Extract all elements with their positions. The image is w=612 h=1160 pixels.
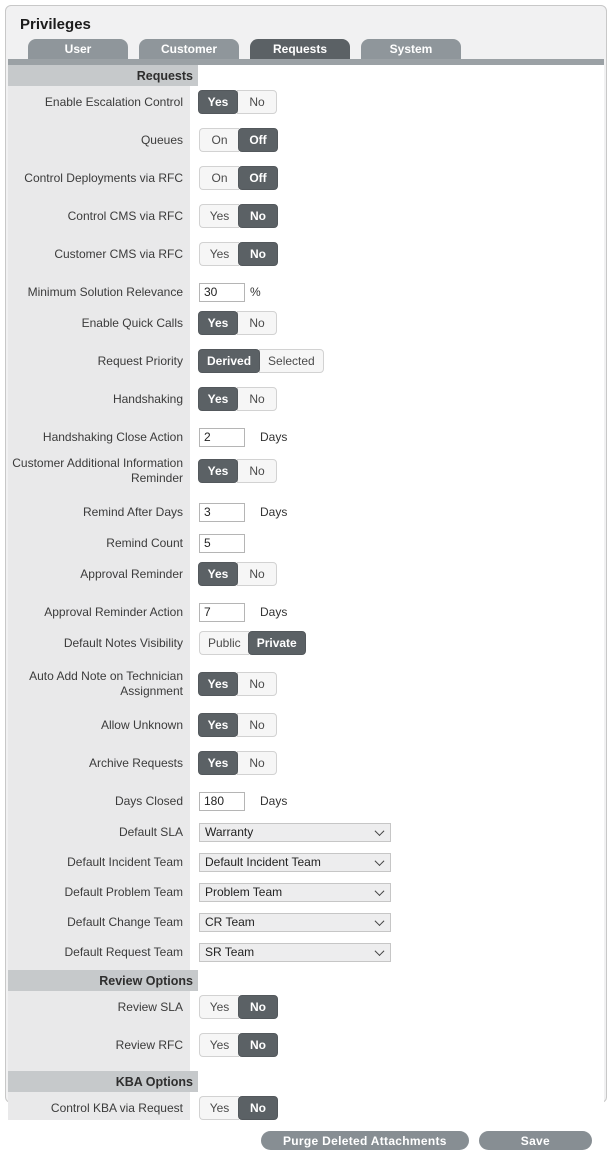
select-value: CR Team xyxy=(205,915,255,929)
toggle-handshaking xyxy=(199,387,277,411)
setting-value xyxy=(190,713,277,737)
toggle-queues xyxy=(199,128,277,152)
toggle-enable-escalation-control xyxy=(199,90,277,114)
setting-label: Default Incident Team xyxy=(67,854,183,869)
purge-deleted-attachments-button[interactable]: Purge Deleted Attachments xyxy=(261,1131,469,1150)
setting-label: Control Deployments via RFC xyxy=(24,170,183,185)
settings-content xyxy=(8,65,604,1160)
tab-bar xyxy=(28,39,606,59)
setting-value xyxy=(190,503,287,522)
toggle-option-yes[interactable]: Yes xyxy=(199,1096,239,1120)
setting-value xyxy=(190,562,277,586)
setting-label: Default Request Team xyxy=(64,944,183,959)
toggle-default-notes-visibility xyxy=(199,631,305,655)
setting-label: Review SLA xyxy=(117,999,183,1014)
toggle-option-no[interactable]: No xyxy=(237,90,277,114)
toggle-option-no[interactable]: No xyxy=(238,1033,278,1057)
setting-label: Handshaking Close Action xyxy=(42,429,183,444)
default-change-team-select[interactable] xyxy=(199,913,391,932)
unit-label: Days xyxy=(260,505,288,519)
row-control-kba-via-request xyxy=(8,1096,604,1120)
toggle-archive-requests xyxy=(199,751,277,775)
handshaking-close-action-input[interactable] xyxy=(199,428,245,447)
select-value: Default Incident Team xyxy=(205,855,321,869)
default-request-team-select[interactable] xyxy=(199,943,391,962)
toggle-option-yes[interactable]: Yes xyxy=(198,751,238,775)
setting-value xyxy=(190,349,324,373)
setting-label: Enable Quick Calls xyxy=(81,315,183,330)
setting-value xyxy=(190,534,245,553)
setting-value xyxy=(190,913,391,932)
chevron-down-icon xyxy=(375,916,385,926)
toggle-control-kba-via-request xyxy=(199,1096,277,1120)
section-header-label: Review Options xyxy=(99,973,193,988)
unit-label: % xyxy=(250,285,261,299)
toggle-option-off[interactable]: Off xyxy=(238,128,278,152)
unit-label: Days xyxy=(260,430,288,444)
setting-label: Remind Count xyxy=(106,535,183,550)
row-default-incident-team xyxy=(8,850,604,874)
row-customer-cms-via-rfc xyxy=(8,242,604,266)
toggle-option-no[interactable]: No xyxy=(237,672,277,696)
setting-value xyxy=(190,459,277,483)
toggle-option-no[interactable]: No xyxy=(237,387,277,411)
row-review-sla xyxy=(8,995,604,1019)
row-handshaking xyxy=(8,387,604,411)
setting-label: Default Change Team xyxy=(67,914,183,929)
default-sla-select[interactable] xyxy=(199,823,391,842)
setting-value xyxy=(190,387,277,411)
row-auto-add-note-on-technician-assignment xyxy=(8,669,604,699)
toggle-control-cms-via-rfc xyxy=(199,204,277,228)
footer-actions xyxy=(8,1120,604,1160)
days-closed-input[interactable] xyxy=(199,792,245,811)
row-approval-reminder-action xyxy=(8,600,604,624)
toggle-customer-additional-information-reminder xyxy=(199,459,277,483)
toggle-option-on[interactable]: On xyxy=(199,166,239,190)
row-default-problem-team xyxy=(8,880,604,904)
remind-after-days-input[interactable] xyxy=(199,503,245,522)
setting-label: Request Priority xyxy=(97,353,183,368)
toggle-request-priority xyxy=(199,349,324,373)
minimum-solution-relevance-input[interactable] xyxy=(199,283,245,302)
toggle-option-on[interactable]: On xyxy=(199,128,239,152)
toggle-option-no[interactable]: No xyxy=(237,459,277,483)
approval-reminder-action-input[interactable] xyxy=(199,603,245,622)
row-control-cms-via-rfc xyxy=(8,204,604,228)
row-remind-count xyxy=(8,531,604,555)
tab-user[interactable]: User xyxy=(28,39,128,59)
toggle-option-no[interactable]: No xyxy=(238,995,278,1019)
row-approval-reminder xyxy=(8,562,604,586)
page-title: Privileges xyxy=(20,16,91,33)
section-header-label: Requests xyxy=(136,68,193,83)
row-default-notes-visibility xyxy=(8,631,604,655)
toggle-option-no[interactable]: No xyxy=(237,713,277,737)
setting-value xyxy=(190,166,277,190)
chevron-down-icon xyxy=(375,856,385,866)
setting-value xyxy=(190,995,277,1019)
row-handshaking-close-action xyxy=(8,425,604,449)
setting-label: Enable Escalation Control xyxy=(44,94,183,109)
section-header-label: KBA Options xyxy=(115,1074,193,1089)
setting-value xyxy=(190,1033,277,1057)
chevron-down-icon xyxy=(375,826,385,836)
row-queues xyxy=(8,128,604,152)
setting-value xyxy=(190,311,277,335)
setting-label: Archive Requests xyxy=(88,755,183,770)
select-value: Problem Team xyxy=(205,885,283,899)
setting-label: Days Closed xyxy=(114,793,183,808)
row-customer-additional-information-reminder xyxy=(8,456,604,486)
toggle-review-rfc xyxy=(199,1033,277,1057)
setting-label: Customer CMS via RFC xyxy=(54,246,183,261)
toggle-option-yes[interactable]: Yes xyxy=(199,995,239,1019)
toggle-option-yes[interactable]: Yes xyxy=(198,311,238,335)
toggle-option-yes[interactable]: Yes xyxy=(198,459,238,483)
row-enable-escalation-control xyxy=(8,90,604,114)
tab-requests[interactable]: Requests xyxy=(250,39,350,59)
toggle-option-no[interactable]: No xyxy=(237,562,277,586)
default-problem-team-select[interactable] xyxy=(199,883,391,902)
toggle-enable-quick-calls xyxy=(199,311,277,335)
toggle-option-off[interactable]: Off xyxy=(238,166,278,190)
toggle-option-yes[interactable]: Yes xyxy=(199,242,239,266)
toggle-option-private[interactable]: Private xyxy=(248,631,306,655)
toggle-allow-unknown xyxy=(199,713,277,737)
setting-label: Remind After Days xyxy=(82,504,183,519)
setting-label: Default Notes Visibility xyxy=(63,635,183,650)
setting-value xyxy=(190,631,305,655)
toggle-option-yes[interactable]: Yes xyxy=(198,713,238,737)
setting-value xyxy=(190,672,277,696)
row-default-sla xyxy=(8,820,604,844)
setting-label: Approval Reminder Action xyxy=(44,604,183,619)
setting-label: Minimum Solution Relevance xyxy=(27,284,183,299)
default-incident-team-select[interactable] xyxy=(199,853,391,872)
setting-value xyxy=(190,204,277,228)
row-archive-requests xyxy=(8,751,604,775)
setting-value xyxy=(190,792,287,811)
toggle-review-sla xyxy=(199,995,277,1019)
row-days-closed xyxy=(8,789,604,813)
row-allow-unknown xyxy=(8,713,604,737)
toggle-option-yes[interactable]: Yes xyxy=(198,562,238,586)
row-default-change-team xyxy=(8,910,604,934)
row-enable-quick-calls xyxy=(8,311,604,335)
toggle-option-no[interactable]: No xyxy=(237,751,277,775)
row-control-deployments-via-rfc xyxy=(8,166,604,190)
setting-label: Customer Additional Information Reminder xyxy=(12,456,183,485)
select-value: Warranty xyxy=(205,825,254,839)
privileges-panel xyxy=(5,5,607,1148)
row-remind-after-days xyxy=(8,500,604,524)
tab-system[interactable]: System xyxy=(361,39,461,59)
unit-label: Days xyxy=(260,605,288,619)
settings-rows xyxy=(8,65,604,1120)
toggle-option-selected[interactable]: Selected xyxy=(259,349,324,373)
toggle-option-no[interactable]: No xyxy=(238,242,278,266)
toggle-auto-add-note-on-technician-assignment xyxy=(199,672,277,696)
select-value: SR Team xyxy=(205,945,255,959)
setting-value xyxy=(190,283,261,302)
setting-value xyxy=(190,128,277,152)
setting-label: Default Problem Team xyxy=(64,884,183,899)
setting-label: Review RFC xyxy=(115,1037,183,1052)
setting-value xyxy=(190,1096,277,1120)
toggle-option-public[interactable]: Public xyxy=(199,631,249,655)
chevron-down-icon xyxy=(375,886,385,896)
setting-label: Allow Unknown xyxy=(100,717,183,732)
toggle-option-yes[interactable]: Yes xyxy=(198,90,238,114)
setting-value xyxy=(190,603,287,622)
toggle-option-no[interactable]: No xyxy=(238,204,278,228)
toggle-control-deployments-via-rfc xyxy=(199,166,277,190)
toggle-option-yes[interactable]: Yes xyxy=(198,387,238,411)
toggle-option-no[interactable]: No xyxy=(238,1096,278,1120)
setting-value xyxy=(190,883,391,902)
setting-label: Queues xyxy=(140,132,183,147)
unit-label: Days xyxy=(260,794,288,808)
setting-value xyxy=(190,853,391,872)
setting-label: Approval Reminder xyxy=(80,566,183,581)
toggle-option-derived[interactable]: Derived xyxy=(198,349,260,373)
setting-value xyxy=(190,823,391,842)
setting-label: Control KBA via Request xyxy=(50,1100,183,1115)
toggle-option-yes[interactable]: Yes xyxy=(199,204,239,228)
chevron-down-icon xyxy=(375,946,385,956)
setting-value xyxy=(190,242,277,266)
section-header-review-options xyxy=(8,970,198,991)
toggle-approval-reminder xyxy=(199,562,277,586)
setting-label: Auto Add Note on Technician Assignment xyxy=(29,669,183,698)
row-minimum-solution-relevance xyxy=(8,280,604,304)
row-review-rfc xyxy=(8,1033,604,1057)
setting-label: Control CMS via RFC xyxy=(67,208,183,223)
setting-value xyxy=(190,90,277,114)
toggle-option-no[interactable]: No xyxy=(237,311,277,335)
section-header-kba-options xyxy=(8,1071,198,1092)
setting-value xyxy=(190,751,277,775)
setting-value xyxy=(190,943,391,962)
toggle-option-yes[interactable]: Yes xyxy=(198,672,238,696)
setting-value xyxy=(190,428,287,447)
row-default-request-team xyxy=(8,940,604,964)
setting-label: Handshaking xyxy=(112,391,183,406)
row-request-priority xyxy=(8,349,604,373)
remind-count-input[interactable] xyxy=(199,534,245,553)
toggle-customer-cms-via-rfc xyxy=(199,242,277,266)
save-button[interactable]: Save xyxy=(479,1131,592,1150)
setting-label: Default SLA xyxy=(118,824,183,839)
toggle-option-yes[interactable]: Yes xyxy=(199,1033,239,1057)
tab-customer[interactable]: Customer xyxy=(139,39,239,59)
section-header-requests xyxy=(8,65,198,86)
